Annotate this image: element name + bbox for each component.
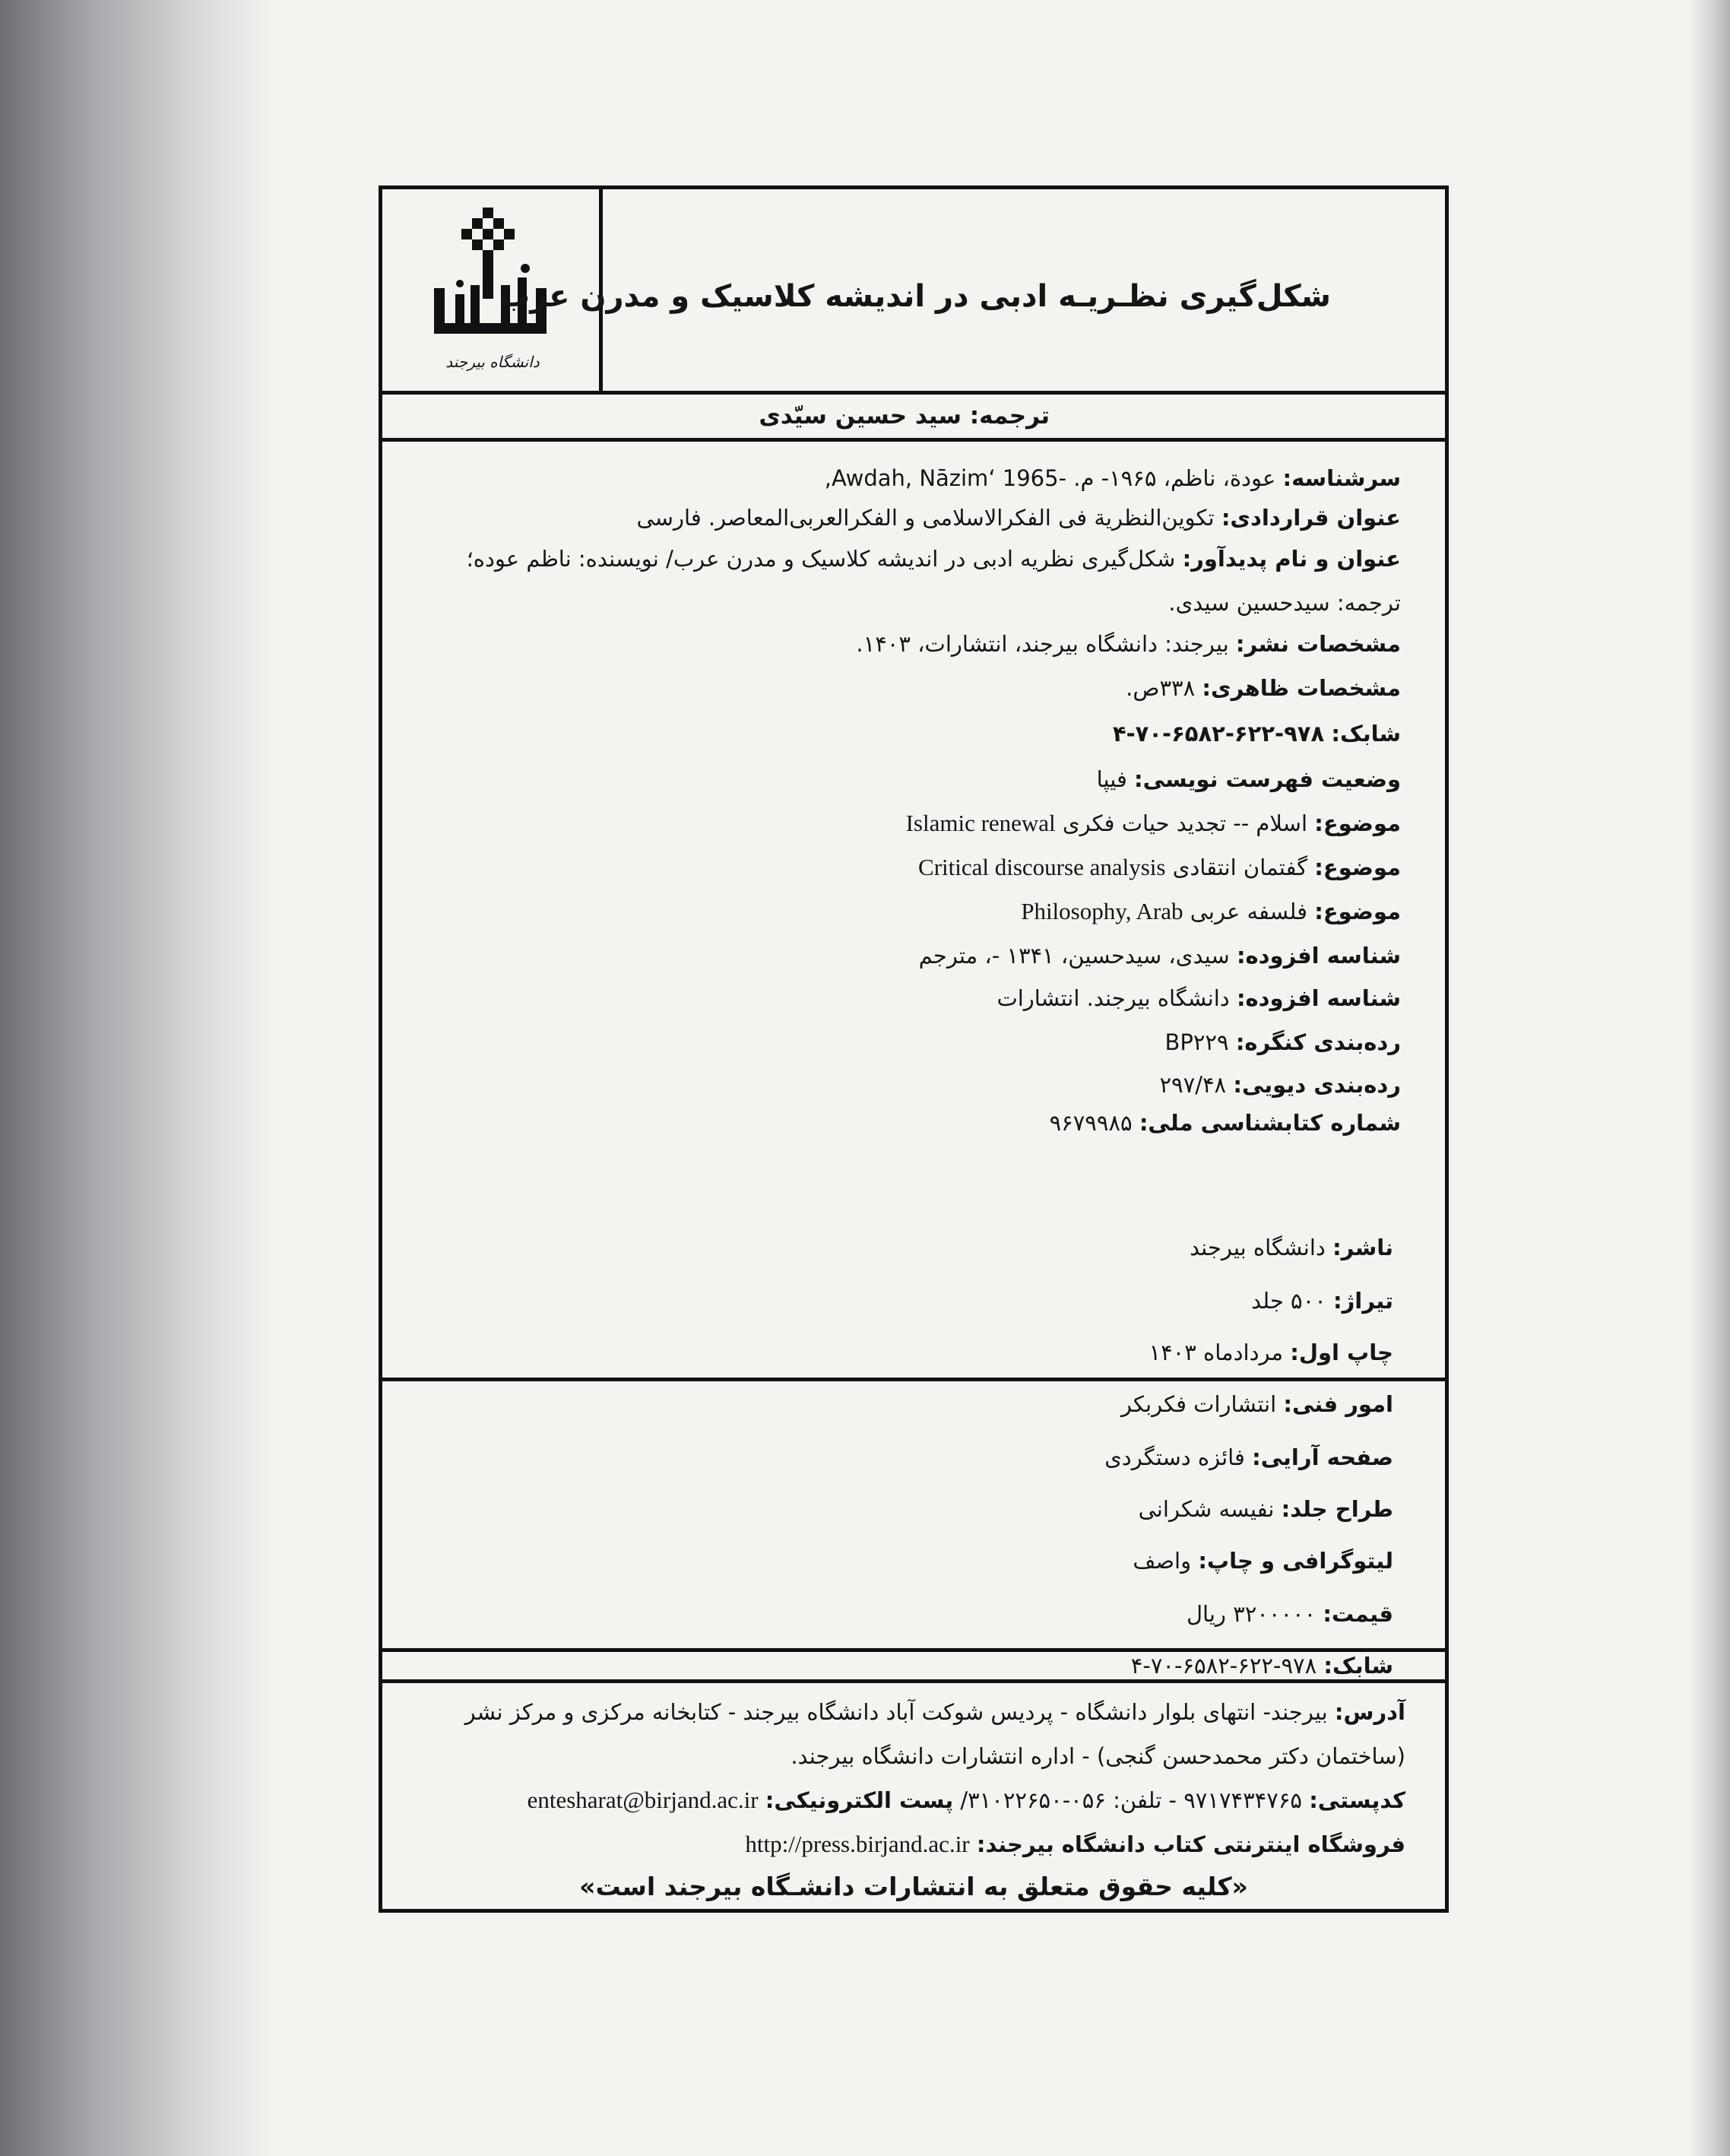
catalog-row: شابک: ۹۷۸-۶۲۲-۶۵۸۲-۷۰-۴ [1112, 721, 1401, 747]
catalog-row: عنوان قراردادی: تکوین‌النظریة فی الفکرالاسلامی و الفکرالعربی‌المعاصر. فارسی [636, 505, 1401, 531]
address-line-2: (ساختمان دکتر محمدحسن گنجی) - اداره انتشارات دانشگاه بیرجند. [791, 1743, 1405, 1769]
translator-section [382, 395, 1445, 442]
address-line: آدرس: بیرجند- انتهای بلوار دانشگاه - پردیس شوکت آباد دانشگاه بیرجند - کتابخانه مرکزی و مرکز نشر [464, 1699, 1405, 1725]
catalog-row: موضوع: اسلام -- تجدید حیات فکری Islamic renewal [905, 810, 1401, 836]
catalog-row: شناسه افزوده: سیدی، سیدحسین، ۱۳۴۱ -، مترجم [918, 943, 1401, 969]
catalog-row: شناسه افزوده: دانشگاه بیرجند. انتشارات [996, 985, 1401, 1011]
translator-line: ترجمه: سید حسین سیّدی [759, 402, 1050, 430]
copyright-notice: «کلیه حقوق متعلق به انتشارات دانشـگاه بیرجند است» [579, 1872, 1248, 1901]
title-section [382, 189, 1445, 395]
imprint-row: صفحه آرایی: فائزه دستگردی [1104, 1444, 1393, 1470]
logo-caption: دانشگاه بیرجند [445, 353, 540, 371]
catalog-row: شماره کتابشناسی ملی: ۹۶۷۹۹۸۵ [1049, 1110, 1401, 1136]
shop-line: فروشگاه اینترنتی کتاب دانشگاه بیرجند: http://press.birjand.ac.ir [745, 1831, 1405, 1857]
page-spine-shadow [0, 0, 274, 2156]
imprint-row: تیراژ: ۵۰۰ جلد [1251, 1288, 1393, 1314]
catalog-row: ترجمه: سیدحسین سیدی. [1168, 590, 1401, 616]
imprint-section [382, 1187, 1445, 1679]
book-title: شکل‌گیری نظـریـه ادبی در اندیشه کلاسیک و مدرن عرب [499, 279, 1331, 314]
shop-link[interactable]: http://press.birjand.ac.ir [745, 1831, 970, 1857]
catalog-row: سرشناسه: عودة، ناظم، ۱۹۶۵- م. -1965 ‘Awdah, Nāzim, [824, 465, 1401, 491]
imprint-row: شابک: ۹۷۸-۶۲۲-۶۵۸۲-۷۰-۴ [1130, 1653, 1393, 1679]
catalog-row: مشخصات ظاهری: ۳۳۸ص. [1126, 675, 1401, 701]
catalog-frame [379, 185, 1449, 1913]
imprint-row: طراح جلد: نفیسه شکرانی [1138, 1496, 1393, 1522]
contact-section [382, 1679, 1445, 1917]
catalog-row: وضعیت فهرست نویسی: فیپا [1096, 766, 1401, 792]
imprint-row: چاپ اول: مردادماه ۱۴۰۳ [1149, 1340, 1393, 1365]
imprint-row: لیتوگرافی و چاپ: واصف [1133, 1548, 1393, 1574]
catalog-row: رده‌بندی کنگره: BP۲۲۹ [1164, 1029, 1401, 1055]
catalog-row: عنوان و نام پدیدآور: شکل‌گیری نظریه ادبی در اندیشه کلاسیک و مدرن عرب/ نویسنده: ناظم عوده؛ [466, 546, 1401, 572]
imprint-row: امور فنی: انتشارات فکربکر [1121, 1391, 1393, 1417]
catalog-row: مشخصات نشر: بیرجند: دانشگاه بیرجند، انتشارات، ۱۴۰۳. [856, 631, 1401, 657]
catalog-row: موضوع: گفتمان انتقادی Critical discourse analysis [918, 854, 1401, 880]
imprint-row: قیمت: ۳۲۰۰۰۰۰ ریال [1186, 1601, 1393, 1627]
email-link[interactable]: entesharat@birjand.ac.ir [527, 1787, 759, 1813]
imprint-row: ناشر: دانشگاه بیرجند [1189, 1235, 1393, 1260]
catalog-row: موضوع: فلسفه عربی Philosophy, Arab [1021, 898, 1401, 924]
postal-email-line: کدپستی: ۹۷۱۷۴۳۴۷۶۵ - تلفن: ۰۵۶-۳۱۰۲۲۶۵۰/ پست الکترونیکی: entesharat@birjand.ac.ir [527, 1787, 1405, 1813]
page-edge-shadow [1687, 0, 1730, 2156]
catalog-row: رده‌بندی دیویی: ۲۹۷/۴۸ [1159, 1072, 1401, 1098]
